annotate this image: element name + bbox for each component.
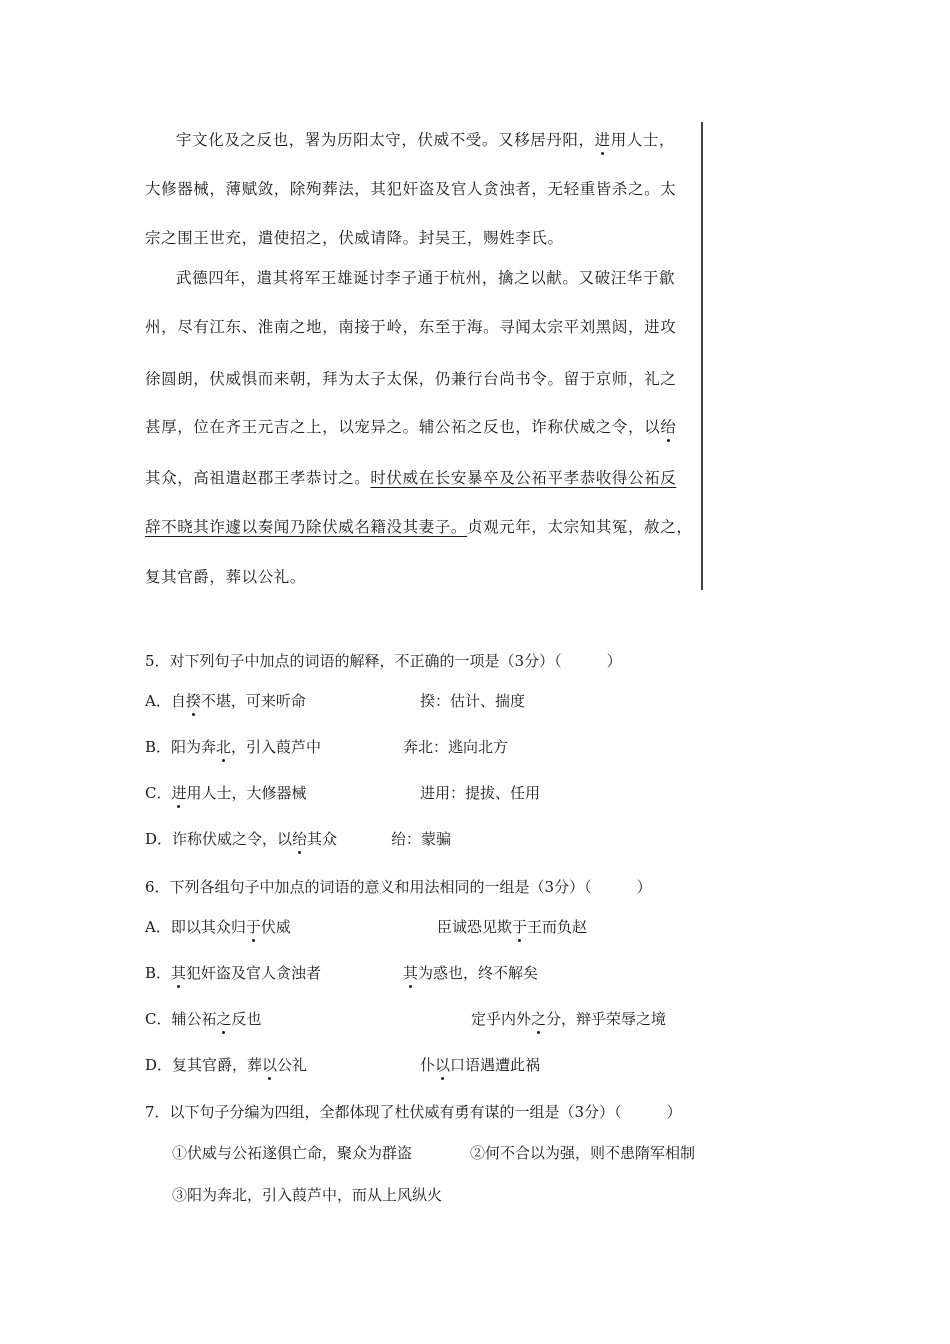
- q5-option-d: D．诈称伏威之令，以绐其众 绐：蒙骗: [145, 830, 452, 848]
- passage-line: 复其官爵，葬以公礼。: [145, 568, 307, 586]
- question-5-stem: 5．对下列句子中加点的词语的解释，不正确的一项是（3分）（ ）: [145, 652, 622, 670]
- passage-line: 其众，高祖遣赵郡王孝恭讨之。时伏威在长安暴卒及公祏平孝恭收得公祏反: [145, 469, 677, 487]
- dotted-char: 绐: [660, 418, 677, 436]
- q5-option-a: A．自揆不堪，可来听命 揆：估计、揣度: [145, 692, 526, 710]
- q6-option-c: C．辅公祏之反也 定乎内外之分，辩乎荣辱之境: [145, 1010, 667, 1028]
- margin-rule: [701, 122, 703, 590]
- passage-line: 徐圆朗，伏威惧而来朝，拜为太子太保，仍兼行台尚书令。留于京师，礼之: [145, 370, 677, 388]
- q5-option-c: C．进用人士，大修器械 进用：提拔、任用: [145, 784, 541, 802]
- q5-option-b: B．阳为奔北，引入葭芦中 奔北：逃向北方: [145, 738, 509, 756]
- q7-item-1: ①伏威与公祏遂俱亡命，聚众为群盗: [172, 1144, 413, 1162]
- q7-item-3: ③阳为奔北，引入葭芦中，而从上风纵火: [172, 1186, 443, 1204]
- passage-line: 大修器械，薄赋敛，除殉葬法，其犯奸盗及官人贪浊者，无轻重皆杀之。太: [145, 180, 677, 198]
- question-6-stem: 6．下列各组句子中加点的词语的意义和用法相同的一组是（3分）（ ）: [145, 878, 652, 896]
- question-7-stem: 7．以下句子分编为四组，全都体现了杜伏威有勇有谋的一组是（3分）（ ）: [145, 1103, 682, 1121]
- passage-line: 宗之围王世充，遣使招之，伏威请降。封吴王，赐姓李氏。: [145, 229, 564, 247]
- q6-option-d: D．复其官爵，葬以公礼 仆以口语遇遭此祸: [145, 1056, 541, 1074]
- underlined-sentence: 时伏威在长安暴卒及公祏平孝恭收得公祏反: [370, 469, 677, 487]
- passage-line: 宇文化及之反也，署为历阳太守，伏威不受。又移居丹阳，进用人士，: [176, 131, 676, 149]
- passage-line: 辞不晓其诈遽以奏闻乃除伏威名籍没其妻子。贞观元年，太宗知其冤，赦之，: [145, 518, 693, 536]
- q7-item-2: ②何不合以为强，则不患隋军相制: [470, 1144, 696, 1162]
- q6-option-a: A．即以其众归于伏威 臣诚恐见欺于王而负赵: [145, 918, 588, 936]
- q6-option-b: B．其犯奸盗及官人贪浊者 其为惑也，终不解矣: [145, 964, 539, 982]
- passage-line: 武德四年，遣其将军王雄诞讨李子通于杭州，擒之以献。又破汪华于歙: [176, 269, 676, 287]
- dotted-char: 进: [594, 131, 611, 149]
- underlined-sentence: 辞不晓其诈遽以奏闻乃除伏威名籍没其妻子。: [145, 518, 468, 536]
- passage-line: 甚厚，位在齐王元吉之上，以宠异之。辅公祏之反也，诈称伏威之令，以绐: [145, 418, 677, 436]
- passage-line: 州，尽有江东、淮南之地，南接于岭，东至于海。寻闻太宗平刘黑闼，进攻: [145, 318, 677, 336]
